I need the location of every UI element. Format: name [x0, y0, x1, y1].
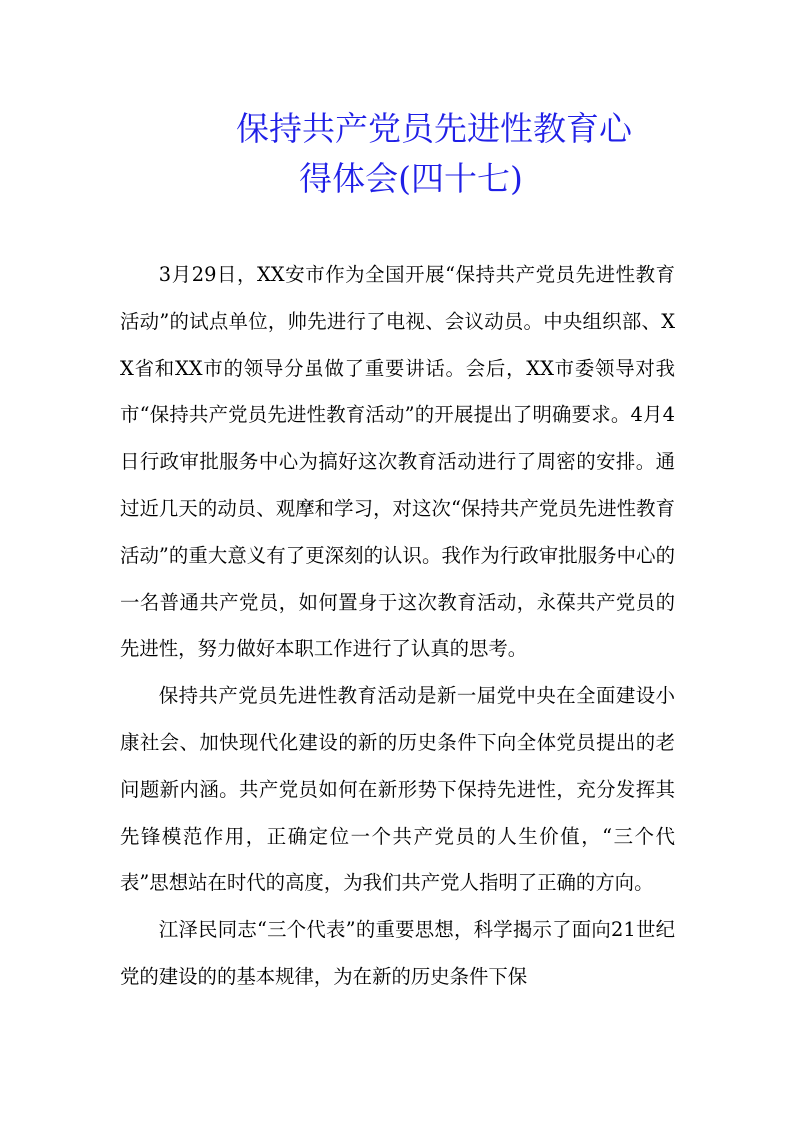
title-line-1: 保持共产党员先进性教育心: [236, 109, 632, 148]
paragraph-3: 江泽民同志“三个代表”的重要思想，科学揭示了面向21世纪党的建设的的基本规律，为在新的历史条件下保: [120, 918, 675, 988]
paragraph-2: 保持共产党员先进性教育活动是新一届党中央在全面建设小康社会、加快现代化建设的新的历史条件下向全体党员提出的老问题新内涵。共产党员如何在新形势下保持先进性，充分发挥其先锋模范作用，正确定位一个共产党员的人生价值，“三个代表”思想站在时代的高度，为我们共产党人指明了正确的方向。: [120, 684, 675, 895]
paragraph-1: 3月29日，XX安市作为全国开展“保持共产党员先进性教育活动”的试点单位，帅先进行了电视、会议动员。中央组织部、XX省和XX市的领导分虽做了重要讲话。会后，XX市委领导对我市“保持共产党员先进性教育活动”的开展提出了明确要求。4月4日行政审批服务中心为搞好这次教育活动进行了周密的安排。通过近几天的动员、观摩和学习，对这次“保持共产党员先进性教育活动”的重大意义有了更深刻的认识。我作为行政审批服务中心的一名普通共产党员，如何置身于这次教育活动，永葆共产党员的先进性，努力做好本职工作进行了认真的思考。: [120, 263, 675, 661]
title-line-2: 得体会(四十七): [299, 159, 523, 198]
document-body: [120, 252, 675, 1001]
document-title: [150, 104, 710, 204]
